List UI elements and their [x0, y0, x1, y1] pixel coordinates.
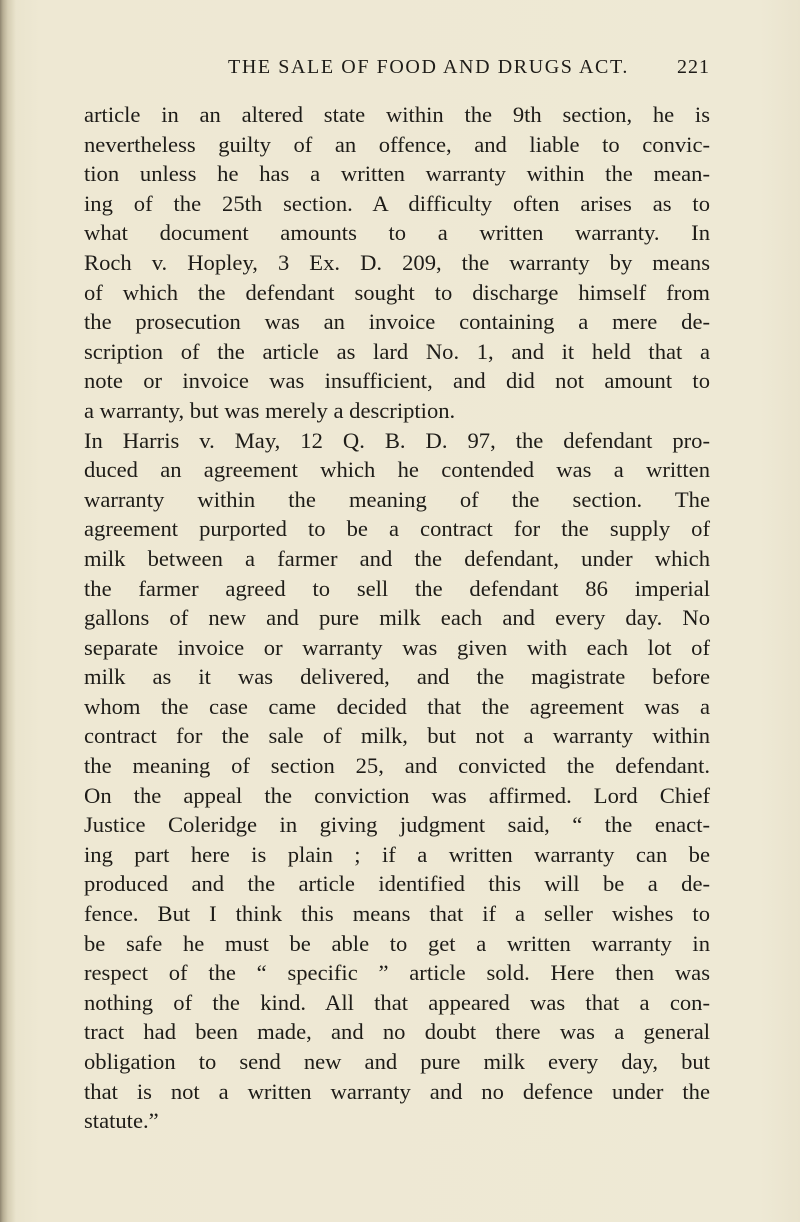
- text-line: gallons of new and pure milk each and every day. No: [84, 605, 710, 631]
- text-line: note or invoice was insufficient, and did not amount to: [84, 368, 710, 394]
- text-line: duced an agreement which he contended was a written: [84, 457, 710, 483]
- running-title: THE SALE OF FOOD AND DRUGS ACT.: [228, 56, 629, 78]
- text-line: fence. But I think this means that if a seller wishes to: [84, 901, 710, 927]
- text-line: agreement purported to be a contract for the supply of: [84, 516, 710, 542]
- text-line: statute.”: [84, 1108, 159, 1134]
- text-line: On the appeal the conviction was affirmed. Lord Chief: [84, 782, 710, 808]
- body-text: [84, 100, 710, 1136]
- text-line: what document amounts to a written warranty. In: [84, 220, 710, 246]
- page-number: 221: [677, 56, 710, 78]
- text-line: ing of the 25th section. A difficulty often arises as to: [84, 190, 710, 216]
- text-line: the farmer agreed to sell the defendant 86 imperial: [84, 575, 710, 601]
- running-header: [228, 56, 710, 86]
- text-line: respect of the “ specific ” article sold. Here then was: [84, 960, 710, 986]
- text-line: that is not a written warranty and no defence under the: [84, 1078, 710, 1104]
- text-line: nevertheless guilty of an offence, and liable to convic-: [84, 131, 710, 157]
- text-line: the prosecution was an invoice containing a mere de-: [84, 309, 710, 335]
- text-line: be safe he must be able to get a written warranty in: [84, 930, 710, 956]
- text-line: milk between a farmer and the defendant, under which: [84, 545, 710, 571]
- page-gutter-shadow: [0, 0, 16, 1222]
- text-line: Justice Coleridge in giving judgment said, “ the enact-: [84, 812, 710, 838]
- text-line: whom the case came decided that the agreement was a: [84, 693, 710, 719]
- text-line: warranty within the meaning of the section. The: [84, 486, 710, 512]
- text-line: nothing of the kind. All that appeared was that a con-: [84, 989, 710, 1015]
- text-line: the meaning of section 25, and convicted the defendant.: [84, 753, 710, 779]
- text-line: produced and the article identified this will be a de-: [84, 871, 710, 897]
- text-line: tract had been made, and no doubt there was a general: [84, 1019, 710, 1045]
- text-line: In Harris v. May, 12 Q. B. D. 97, the defendant pro-: [84, 427, 710, 453]
- text-line: of which the defendant sought to discharge himself from: [84, 279, 710, 305]
- text-line: scription of the article as lard No. 1, and it held that a: [84, 338, 710, 364]
- text-line: article in an altered state within the 9th section, he is: [84, 102, 710, 127]
- text-line: ing part here is plain ; if a written warranty can be: [84, 841, 710, 867]
- text-line: milk as it was delivered, and the magistrate before: [84, 664, 710, 690]
- text-line: a warranty, but was merely a description.: [84, 397, 456, 423]
- text-line: contract for the sale of milk, but not a warranty within: [84, 723, 710, 749]
- text-line: separate invoice or warranty was given with each lot of: [84, 634, 710, 660]
- text-line: obligation to send new and pure milk every day, but: [84, 1049, 710, 1074]
- text-line: Roch v. Hopley, 3 Ex. D. 209, the warranty by means: [84, 249, 710, 275]
- text-line: tion unless he has a written warranty within the mean-: [84, 161, 710, 187]
